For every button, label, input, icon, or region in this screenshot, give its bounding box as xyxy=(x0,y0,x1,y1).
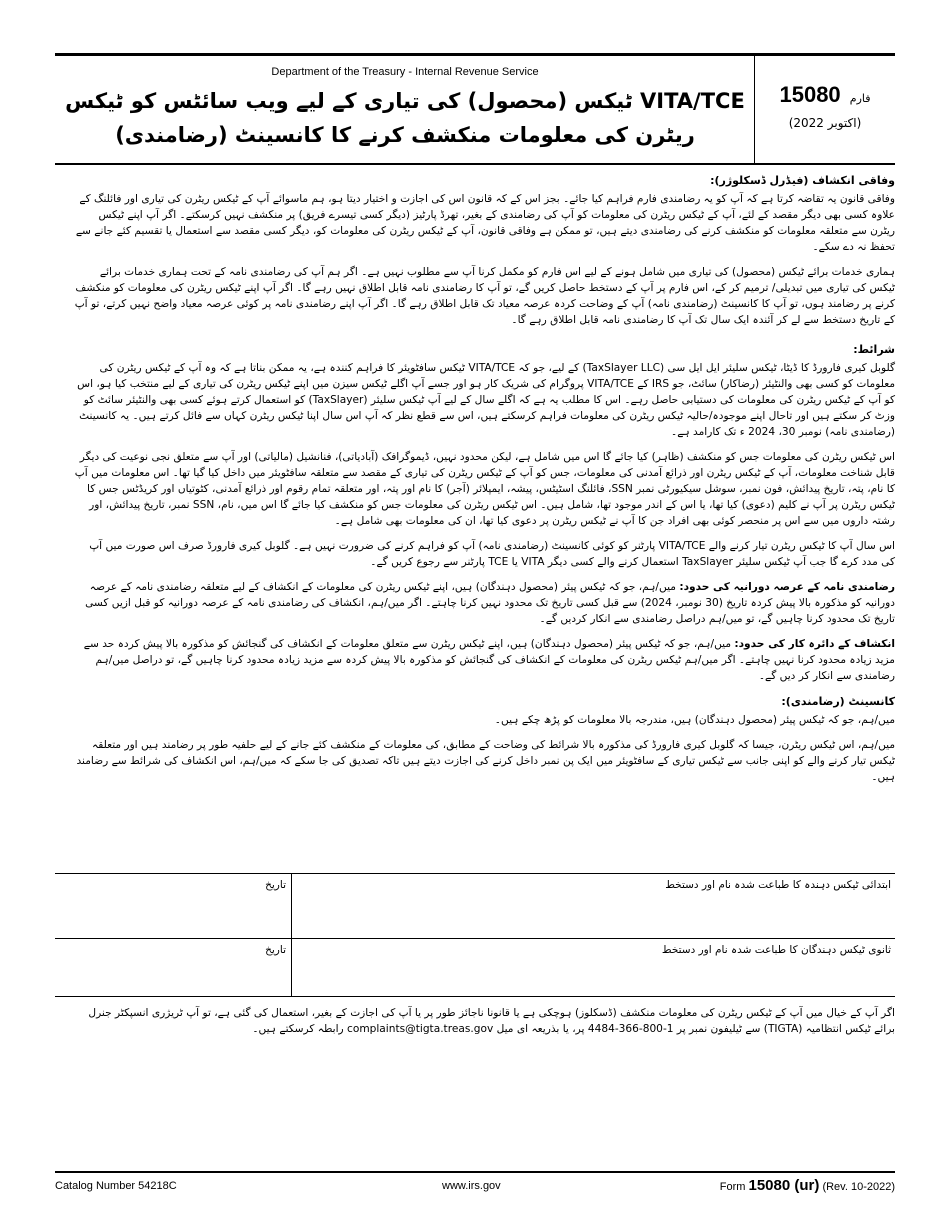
form-body xyxy=(73,173,895,794)
consent-period-text: میں/ہم، جو کہ ٹیکس پیئر (محصول دہندگان) ہیں، اپنے ٹیکس ریٹرن کی معلومات کے انکشاف کے لیے متعلقہ رضامندی نامہ کے عرصہ دورانیہ کو مذکورہ بالا پیش کردہ تاریخ (30 نومبر، 2024) سے قبل کسی تاریخ تک محدود نہیں کرنا چاہتے۔ اگر میں/ہم، انکشاف کی رضامندی نامہ کے عرصہ دورانیہ کو قبل ازیں کسی تاریخ تک محدود کرنا چاہیں گے، تو میں/ہم دراصل رضامندی سے انکار کردیں گے۔ xyxy=(85,581,895,625)
form-header xyxy=(55,56,895,163)
federal-disclosure-para-1: وفاقی قانون یہ تقاضہ کرتا ہے کہ آپ کو یہ رضامندی فارم فراہم کیا جائے۔ بجز اس کے کہ قانون اس کی اجازت و اختیار دیتا ہو، ہم ماسوائے آپ کے ٹیکس ریٹرن کی تیاری اور فائلنگ کے علاوہ کسی بھی دیگر مقصد کے لئے، آپ کے ٹیکس ریٹرن کی معلومات کو آپ کی رضامندی کے بغیر، تھرڈ پارٹیز (دیگر کسی تیسرے فریق) پر منکشف نہیں کرسکتے۔ اگر آپ اپنے ٹیکس ریٹرن سے متعلقہ معلومات کو منکشف کرنے کی رضامندی دیتے ہیں، تو ممکن ہے وفاقی قانون، آپ کے ٹیکس ریٹرن کی معلومات کو، دیگر کسی مقصد سے استعمال یا تقسیم کئے جانے سے تحفظ نہ دے سکے۔ xyxy=(75,193,895,253)
disclosure-scope-label: انکشاف کے دائرہ کار کی حدود: xyxy=(734,638,895,650)
form-date: (اکتوبر 2022) xyxy=(788,116,862,130)
consent-para-1: میں/ہم، جو کہ ٹیکس پیئر (محصول دہندگان) ہیں، مندرجہ بالا معلومات کو پڑھ چکے ہیں۔ xyxy=(494,714,895,726)
department-line: Department of the Treasury - Internal Revenue Service xyxy=(271,66,539,78)
consent-heading: کانسینٹ (رضامندی): xyxy=(781,695,895,708)
primary-signature-label: ابتدائی ٹیکس دہندہ کا طباعت شدہ نام اور دستخط xyxy=(665,879,891,891)
website-link[interactable]: www.irs.gov xyxy=(442,1180,501,1192)
secondary-signature-row xyxy=(55,938,895,997)
form-footer-id xyxy=(720,1177,895,1194)
consent-period-label: رضامندی نامہ کے عرصہ دورانیہ کی حدود: xyxy=(679,581,895,593)
form-id-box xyxy=(755,56,895,163)
primary-date-field[interactable] xyxy=(55,874,291,938)
form-number: 15080 xyxy=(779,82,841,107)
disclosure-scope-paragraph xyxy=(73,636,895,684)
form-word: فارم xyxy=(849,92,871,105)
primary-date-label: تاریخ xyxy=(265,879,286,891)
terms-para-2: اس ٹیکس ریٹرن کی معلومات جس کو منکشف (ظاہر) کیا جائے گا اس میں شامل ہے، لیکن محدود نہیں، ڈیموگرافک (آبادیاتی)، فنانشیل (مالیاتی) اور آپ سے متعلق نجی نوعیت کی دیگر قابل شناخت معلومات، آپ کے ٹیکس ریٹرن اور ذرائع آمدنی کی معلومات، جس کو آپ کے ٹیکس ریٹرن کی تیاری کے مقصد سے متعلقہ سافٹویئر میں داخل کیا گیا تھا۔ اس معلومات میں آپ کا نام، پتہ، تاریخ پیدائش، فون نمبر، سوشل سیکیورٹی نمبر SSN، فائلنگ اسٹیٹس، پیشہ، ایمپلائر (آجر) کا نام اور پتہ، اور متعلقہ تمام رقوم اور ذرائع آمدنی، کٹوتیاں اور کریڈٹس جس کا ٹیکس ریٹرن پر آپ نے کلیم (دعوی) کیا تھا، یا اس کے اندر موجود تھا، شامل ہیں۔ اس ٹیکس ریٹرن کی معلومات جس کو منکشف کیا جائے گا اس میں، نام، SSN نمبر، تاریخ پیدائش، اور رشتہ داروں میں سے اس پر منحصر کوئی بھی افراد جن کا آپ نے ٹیکس ریٹرن پر دعوی کیا تھا، ان کی معلومات بھی شامل ہے۔ xyxy=(74,451,895,527)
catalog-number: Catalog Number 54218C xyxy=(55,1180,177,1192)
consent-para-2: میں/ہم، اس ٹیکس ریٹرن، جیسا کہ گلوبل کیری فارورڈ کی مذکورہ بالا شرائط کی وضاحت کے مطابق، کی معلومات کے منکشف کئے جانے کے لیے حلفیہ طور پر رضامند ہیں اور متعلقہ ٹیکس تیار کرنے والے کو اپنی جانب سے ٹیکس تیاری کے سافٹویئر میں ایک پن نمبر داخل کرنے کی اجازت دیتے ہیں تاکہ تصدیق کی جا سکے کہ میں/ہم، اس انکشاف کی شرائط سے رضامند ہیں۔ xyxy=(76,739,895,783)
title-block xyxy=(55,56,755,163)
header-rule xyxy=(55,163,895,165)
form-number-line xyxy=(755,82,895,108)
form-footer-number: 15080 (ur) xyxy=(748,1177,820,1194)
secondary-date-label: تاریخ xyxy=(265,944,286,956)
form-prefix: Form xyxy=(719,1181,746,1193)
federal-disclosure-heading: وفاقی انکشاف (فیڈرل ڈسکلوژر): xyxy=(710,174,895,187)
secondary-date-field[interactable] xyxy=(55,939,291,996)
form-revision: (Rev. 10-2022) xyxy=(822,1181,895,1193)
terms-para-1: گلوبل کیری فارورڈ کا ڈیٹا، ٹیکس سلیئر ایل ایل سی (TaxSlayer LLC) کے لیے، جو کہ VITA/TCE ٹیکس سافٹویئر کا فراہم کنندہ ہے، یہ ممکن بناتا ہے کہ وہ آپ کے ٹیکس ریٹرن کی معلومات کو کسی بھی والنٹیئر (رضاکار) سائٹ، جو IRS کے VITA/TCE پروگرام کی شریک کار ہو اور جسے آپ اگلے ٹیکس سیزن میں اپنے ٹیکس ریٹرن کی تیاری کے لیے منتخب کیا ہو، اس کو آپ کے ٹیکس ریٹرن کی معلومات کی دستیابی حاصل رہے۔ اس کا مطلب یہ ہے کہ اگلے سال کے لیے آپ ٹیکس سلیئر (TaxSlayer) کو استعمال کرتے ہوئے کسی بھی والنٹیئر سائٹ کو وزٹ کر سکتے ہیں اور تاحال اپنے موجودہ/حالیہ ٹیکس ریٹرن کی معلومات فراہم کرسکتے ہیں، اس سے قطع نظر کہ آپ اس سال اپنا ٹیکس ریٹرن کہاں سے فائل کرتے ہیں۔ یہ کانسینٹ (رضامندی نامہ) نومبر 30، 2024 ء تک کارامد ہے۔ xyxy=(77,362,895,438)
consent-period-paragraph xyxy=(73,579,895,627)
primary-signature-field[interactable] xyxy=(291,874,895,938)
form-page xyxy=(55,53,895,1193)
disclosure-scope-text: میں/ہم، جو کہ ٹیکس پیئر (محصول دہندگان) ہیں، اپنے ٹیکس ریٹرن سے متعلق معلومات کے انکشاف کی گنجائش کو مذکورہ بالا پیش کردہ حد سے مزید زیادہ محدود کرنا نہیں چاہتے۔ اگر میں/ہم ٹیکس ریٹرن کی معلومات کے انکشاف کی گنجائش کو مذکورہ بالا پیش کردہ سے مزید زیادہ محدود کرنا چاہیں گے، تو دراصل میں/ہم رضامندی سے انکار کر دیں گے۔ xyxy=(83,638,895,682)
complaint-notice: اگر آپ کے خیال میں آپ کے ٹیکس ریٹرن کی معلومات منکشف (ڈسکلوز) ہوچکی ہے یا قانونا ناجائز طور پر یا آپ کی اجازت کے بغیر، استعمال کی گئی ہے، تو آپ ٹریژری انسپکٹر جنرل برائے ٹیکس انتظامیہ (TIGTA) سے ٹیلیفون نمبر پر 1-800-366-4484 پر، یا بذریعہ ای میل complaints@tigta.treas.gov رابطہ کرسکتے ہیں۔ xyxy=(88,1007,895,1035)
secondary-signature-label: ثانوی ٹیکس دہندگان کا طباعت شدہ نام اور دستخط xyxy=(661,944,891,956)
primary-signature-row xyxy=(55,873,895,938)
form-title: VITA/TCE ٹیکس (محصول) کی تیاری کے لیے ویب سائٹس کو ٹیکس ریٹرن کی معلومات منکشف کرنے کا کانسینٹ (رضامندی) xyxy=(65,89,745,147)
federal-disclosure-para-2: ہماری خدمات برائے ٹیکس (محصول) کی تیاری میں شامل ہونے کے لیے اس فارم کو مکمل کرنا آپ سے مطلوب نہیں ہے۔ اگر ہم آپ کی رضامندی نامہ کے تحت ہماری خدمات برائے ٹیکس کی تیاری میں تبدیلی/ ترمیم کر کے، اس فارم پر آپ کے دستخط حاصل کریں گے، تو آپ کا رضامندی نامہ قابل اطلاق نہیں رہے گا۔ اگر آپ اپنے ٹیکس ریٹرن کی معلومات کو منکشف کرنے پر رضامند ہوں، تو آپ کا کانسینٹ (رضامندی نامہ) آپ کے وضاحت کردہ عرصہ معیاد تک قابل اطلاق رہے گا۔ اگر آپ اپنے رضامندی نامہ پر کوئی عرصہ معیاد واضح نہیں کرتے، تو آپ کے تاریخ دستخط سے لے کر آئندہ ایک سال تک آپ کا رضامندی نامہ قابل اطلاق رہے گا۔ xyxy=(74,266,895,326)
terms-para-3: اس سال آپ کا ٹیکس ریٹرن تیار کرنے والے VITA/TCE پارٹنر کو کوئی کانسینٹ (رضامندی نامہ) آپ کو فراہم کرنے کی ضرورت نہیں ہے۔ گلوبل کیری فارورڈ صرف اس صورت میں آپ کی مدد کرے گا جب آپ ٹیکس سلیئر TaxSlayer استعمال کرنے والے کسی دیگر VITA یا TCE پارٹنر سے رجوع کریں گے۔ xyxy=(89,540,895,568)
terms-heading: شرائط: xyxy=(853,343,895,356)
bottom-rule xyxy=(55,1171,895,1173)
secondary-signature-field[interactable] xyxy=(291,939,895,996)
